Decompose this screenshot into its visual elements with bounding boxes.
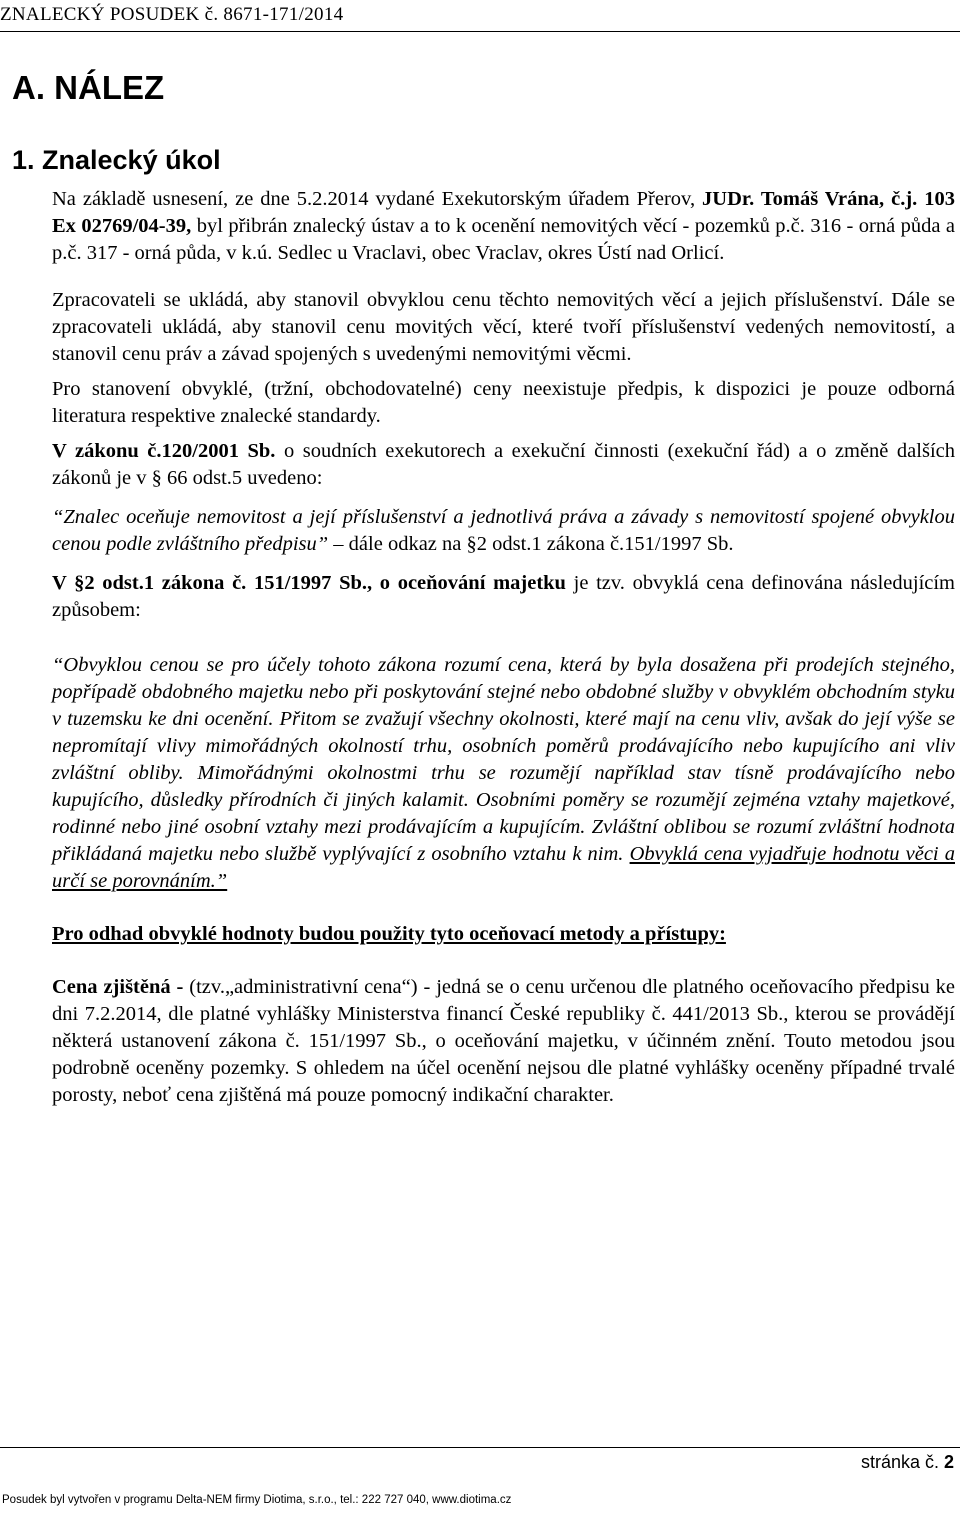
paragraph-quote-definition xyxy=(52,652,955,895)
bold-text: V zákonu č.120/2001 Sb. xyxy=(52,440,276,462)
document-body xyxy=(52,186,955,1109)
footer-divider xyxy=(0,1447,960,1448)
methods-heading xyxy=(52,921,955,948)
bold-underlined-heading: Pro odhad obvyklé hodnoty budou použity tyto oceňovací metody a přístupy: xyxy=(52,923,726,945)
paragraph-quote-valuation xyxy=(52,504,955,558)
page-number xyxy=(861,1452,954,1473)
text-span: (tzv.„administrativní cena“) - jedná se o cenu určenou dle platného oceňovacího předpisu ke dni 7.2.2014, dle platné vyhlášky Ministerstva financí České republiky č. 441/2013 Sb., kterou se provádějí některá ustanovení zákona č. 151/1997 Sb., o oceňování majetku, v účinném znění. Touto metodou jsou podrobně oceněny pozemky. S ohledem na účel ocenění nejsou dle platné vyhlášky oceněny případné trvalé porosty, neboť cena zjištěná má pouze pomocný indikační charakter. xyxy=(52,976,955,1106)
page-label: stránka č. xyxy=(860,1452,944,1472)
text-span: Na základě usnesení, ze dne 5.2.2014 vydané Exekutorským úřadem Přerov, xyxy=(52,188,703,210)
text-span: je tzv. obvyklá cena definována následujícím způsobem: xyxy=(52,572,956,621)
document-header xyxy=(0,2,960,34)
paragraph-law-reference xyxy=(52,438,955,492)
italic-quote: “Znalec oceňuje nemovitost a její příslušenství a jednotlivá práva a závady s nemovitostí spojené obvyklou cenou podle zvláštního předpisu” xyxy=(52,506,955,555)
paragraph-resolution xyxy=(52,186,955,267)
paragraph-method-cena-zjistena xyxy=(52,974,955,1109)
text-span: o soudních exekutorech a exekuční činnosti (exekuční řád) a o změně dalších zákonů je v § 66 odst.5 uvedeno: xyxy=(52,440,955,489)
section-title: A. NÁLEZ xyxy=(12,69,165,106)
text-span: byl přibrán znalecký ústav a to k ocenění nemovitých věcí - pozemků p.č. 316 - orná půda a p.č. 317 - orná půda, v k.ú. Sedlec u Vraclavi, obec Vraclav, okres Ústí nad Orlicí. xyxy=(52,215,955,264)
text-span: – dále odkaz na §2 odst.1 zákona č.151/1997 Sb. xyxy=(328,533,734,555)
paragraph-task: Zpracovateli se ukládá, aby stanovil obvyklou cenu těchto nemovitých věcí a jejich příslušenství. Dále se zpracovateli ukládá, aby stanovil cenu movitých věcí, které tvoří příslušenství vedených nemovitostí, a stanovil cenu práv a závad spojených s uvedenými nemovitými věcmi. xyxy=(52,289,955,365)
paragraph-definition-intro xyxy=(52,570,955,624)
italic-quote: “Obvyklou cenou se pro účely tohoto zákona rozumí cena, která by byla dosažena při prodejích stejného, popřípadě obdobného majetku nebo při poskytování stejné nebo obdobné služby v obvyklém obchodním styku v tuzemsku ke dni ocenění. Přitom se zvažují všechny okolnosti, které mají na cenu vliv, avšak do její výše se nepromítají vlivy mimořádných okolností trhu, osobních poměrů prodávajícího nebo kupujícího ani vliv zvláštní obliby. Mimořádnými okolnostmi trhu se rozumějí například stav tísně prodávajícího nebo kupujícího, důsledky přírodních či jiných kalamit. Osobními poměry se rozumějí zejména vztahy majetkové, rodinné nebo jiné osobní vztahy mezi prodávajícím a kupujícím. Zvláštní oblibou se rozumí zvláštní hodnota přikládaná majetku nebo službě vyplývající z osobního vztahu k nim. xyxy=(52,654,955,865)
bold-text: V §2 odst.1 zákona č. 151/1997 Sb., o oceňování majetku xyxy=(52,572,566,594)
bold-text: Cena zjištěná - xyxy=(52,976,184,998)
italic-underlined-quote: Obvyklá cena vyjadřuje hodnotu věci a určí se porovnáním.” xyxy=(52,843,955,892)
bold-text: JUDr. Tomáš Vrána, č.j. 103 Ex 02769/04-39, xyxy=(52,188,956,237)
subsection-title: 1. Znalecký úkol xyxy=(12,145,221,175)
paragraph-no-regulation: Pro stanovení obvyklé, (tržní, obchodovatelné) ceny neexistuje předpis, k dispozici je pouze odborná literatura respektive znalecké standardy. xyxy=(52,378,955,427)
generator-note: Posudek byl vytvořen v programu Delta-NEM firmy Diotima, s.r.o., tel.: 222 727 040, www.diotima.cz xyxy=(2,1494,512,1506)
header-title: ZNALECKÝ POSUDEK č. 8671-171/2014 xyxy=(0,4,344,25)
page-number-value: 2 xyxy=(943,1452,954,1472)
header-divider xyxy=(0,31,960,32)
